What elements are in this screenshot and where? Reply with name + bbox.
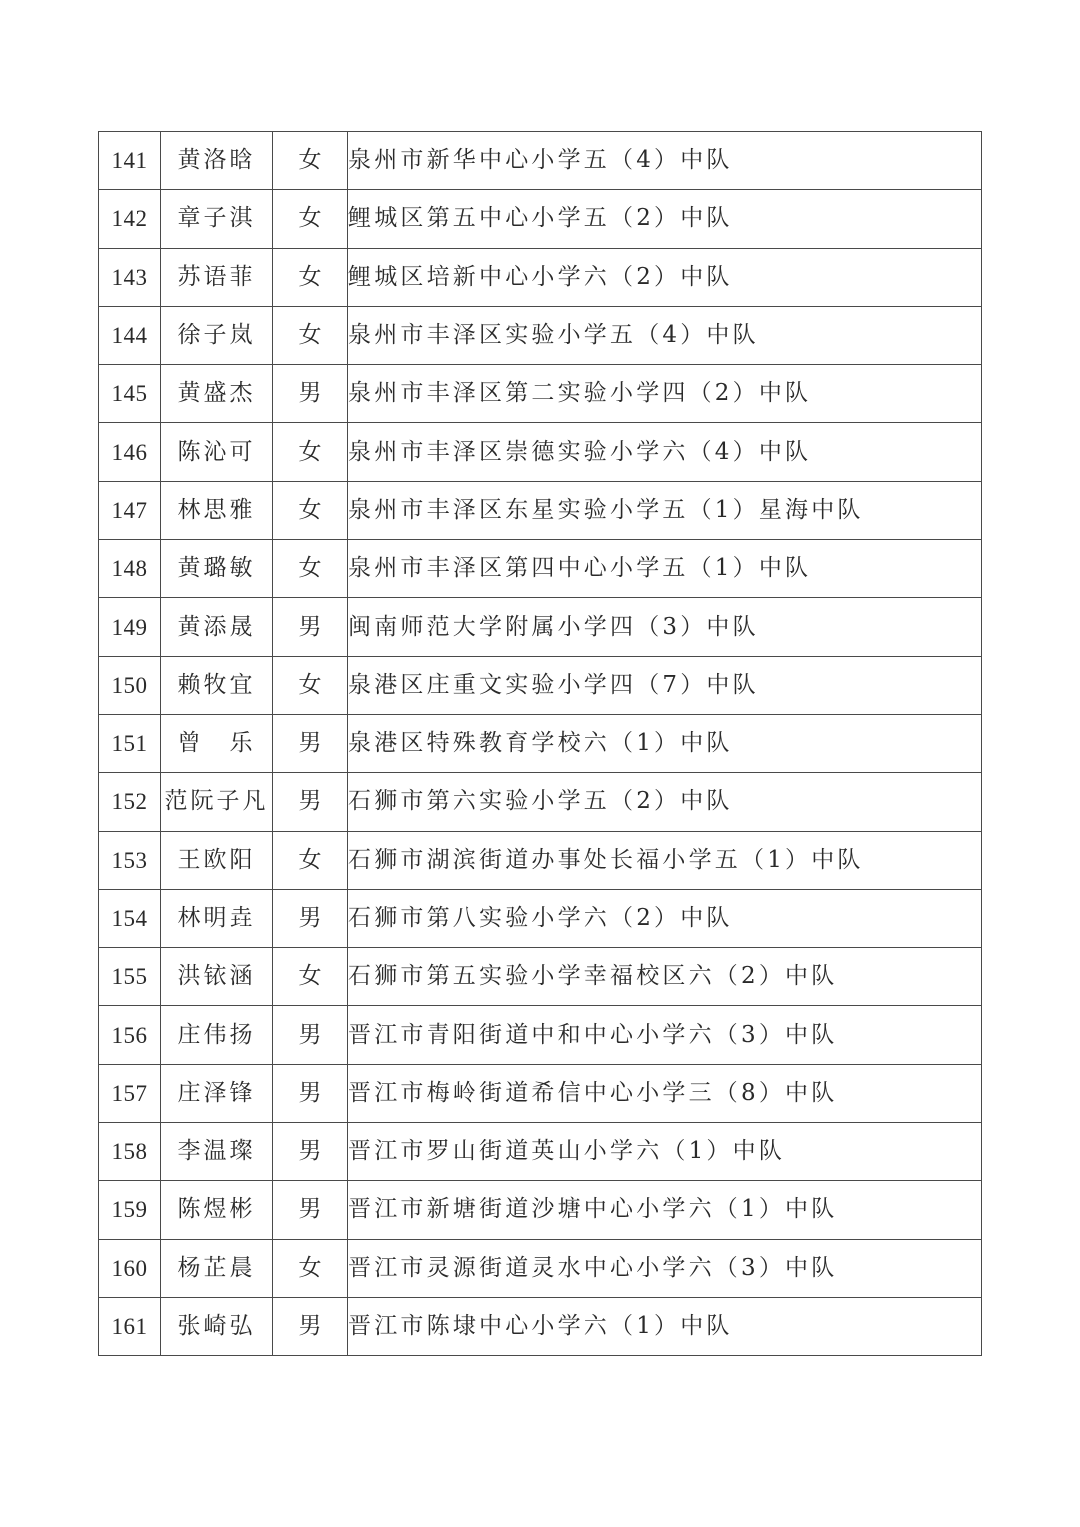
cell-gender: 男: [273, 1297, 348, 1355]
cell-name: 黄洛晗: [161, 132, 273, 190]
cell-gender: 男: [273, 1006, 348, 1064]
cell-gender: 女: [273, 831, 348, 889]
cell-number: 141: [99, 132, 161, 190]
cell-number: 144: [99, 306, 161, 364]
table-row: [99, 714, 982, 772]
cell-name: 徐子岚: [161, 306, 273, 364]
cell-name: 林思雅: [161, 481, 273, 539]
cell-name: 范阮子凡: [161, 773, 273, 831]
cell-name: 黄璐敏: [161, 540, 273, 598]
cell-name: 林明垚: [161, 889, 273, 947]
table-row: [99, 365, 982, 423]
cell-name: 陈煜彬: [161, 1181, 273, 1239]
table-row: [99, 598, 982, 656]
roster-table-body: [99, 132, 982, 1356]
cell-gender: 女: [273, 248, 348, 306]
cell-name: 曾 乐: [161, 714, 273, 772]
cell-gender: 男: [273, 365, 348, 423]
table-row: [99, 1181, 982, 1239]
cell-name: 黄添晟: [161, 598, 273, 656]
cell-number: 151: [99, 714, 161, 772]
table-row: [99, 1064, 982, 1122]
roster-table: [98, 131, 982, 1356]
cell-name: 杨芷晨: [161, 1239, 273, 1297]
cell-number: 145: [99, 365, 161, 423]
cell-name: 陈沁可: [161, 423, 273, 481]
cell-number: 156: [99, 1006, 161, 1064]
cell-gender: 女: [273, 132, 348, 190]
cell-gender: 女: [273, 423, 348, 481]
cell-gender: 男: [273, 714, 348, 772]
cell-unit: 泉州市丰泽区第二实验小学四（2）中队: [348, 365, 982, 423]
table-row: [99, 1239, 982, 1297]
cell-unit: 泉州市丰泽区崇德实验小学六（4）中队: [348, 423, 982, 481]
cell-unit: 晋江市陈埭中心小学六（1）中队: [348, 1297, 982, 1355]
cell-unit: 石狮市第五实验小学幸福校区六（2）中队: [348, 948, 982, 1006]
cell-name: 苏语菲: [161, 248, 273, 306]
cell-name: 王欧阳: [161, 831, 273, 889]
cell-number: 146: [99, 423, 161, 481]
cell-unit: 泉州市丰泽区第四中心小学五（1）中队: [348, 540, 982, 598]
cell-number: 142: [99, 190, 161, 248]
cell-name: 章子淇: [161, 190, 273, 248]
cell-number: 161: [99, 1297, 161, 1355]
table-row: [99, 1297, 982, 1355]
cell-gender: 女: [273, 190, 348, 248]
table-row: [99, 1006, 982, 1064]
table-row: [99, 656, 982, 714]
cell-unit: 晋江市罗山街道英山小学六（1）中队: [348, 1123, 982, 1181]
cell-number: 149: [99, 598, 161, 656]
cell-number: 155: [99, 948, 161, 1006]
cell-unit: 石狮市湖滨街道办事处长福小学五（1）中队: [348, 831, 982, 889]
cell-name: 张崎弘: [161, 1297, 273, 1355]
cell-number: 154: [99, 889, 161, 947]
cell-gender: 男: [273, 598, 348, 656]
cell-unit: 泉港区庄重文实验小学四（7）中队: [348, 656, 982, 714]
cell-name: 洪铱涵: [161, 948, 273, 1006]
cell-unit: 泉州市新华中心小学五（4）中队: [348, 132, 982, 190]
cell-gender: 女: [273, 306, 348, 364]
table-row: [99, 306, 982, 364]
cell-unit: 鲤城区第五中心小学五（2）中队: [348, 190, 982, 248]
table-row: [99, 948, 982, 1006]
cell-unit: 晋江市灵源街道灵水中心小学六（3）中队: [348, 1239, 982, 1297]
table-row: [99, 540, 982, 598]
cell-unit: 闽南师范大学附属小学四（3）中队: [348, 598, 982, 656]
cell-unit: 石狮市第八实验小学六（2）中队: [348, 889, 982, 947]
cell-gender: 男: [273, 1064, 348, 1122]
cell-name: 黄盛杰: [161, 365, 273, 423]
cell-gender: 女: [273, 540, 348, 598]
cell-gender: 男: [273, 773, 348, 831]
table-row: [99, 248, 982, 306]
cell-gender: 男: [273, 1181, 348, 1239]
table-row: [99, 423, 982, 481]
cell-unit: 泉港区特殊教育学校六（1）中队: [348, 714, 982, 772]
cell-number: 148: [99, 540, 161, 598]
cell-unit: 石狮市第六实验小学五（2）中队: [348, 773, 982, 831]
cell-name: 李温璨: [161, 1123, 273, 1181]
table-row: [99, 889, 982, 947]
cell-number: 147: [99, 481, 161, 539]
cell-number: 160: [99, 1239, 161, 1297]
cell-gender: 女: [273, 481, 348, 539]
cell-number: 150: [99, 656, 161, 714]
cell-unit: 晋江市梅岭街道希信中心小学三（8）中队: [348, 1064, 982, 1122]
cell-gender: 女: [273, 656, 348, 714]
cell-number: 159: [99, 1181, 161, 1239]
cell-name: 庄泽锋: [161, 1064, 273, 1122]
cell-unit: 晋江市青阳街道中和中心小学六（3）中队: [348, 1006, 982, 1064]
cell-name: 赖牧宜: [161, 656, 273, 714]
cell-unit: 晋江市新塘街道沙塘中心小学六（1）中队: [348, 1181, 982, 1239]
table-row: [99, 831, 982, 889]
cell-number: 157: [99, 1064, 161, 1122]
table-row: [99, 132, 982, 190]
table-row: [99, 190, 982, 248]
cell-number: 153: [99, 831, 161, 889]
cell-gender: 男: [273, 1123, 348, 1181]
cell-number: 152: [99, 773, 161, 831]
cell-number: 143: [99, 248, 161, 306]
table-row: [99, 773, 982, 831]
cell-number: 158: [99, 1123, 161, 1181]
table-row: [99, 1123, 982, 1181]
table-row: [99, 481, 982, 539]
cell-unit: 泉州市丰泽区东星实验小学五（1）星海中队: [348, 481, 982, 539]
cell-gender: 女: [273, 948, 348, 1006]
cell-gender: 女: [273, 1239, 348, 1297]
cell-gender: 男: [273, 889, 348, 947]
cell-name: 庄伟扬: [161, 1006, 273, 1064]
cell-unit: 鲤城区培新中心小学六（2）中队: [348, 248, 982, 306]
cell-unit: 泉州市丰泽区实验小学五（4）中队: [348, 306, 982, 364]
